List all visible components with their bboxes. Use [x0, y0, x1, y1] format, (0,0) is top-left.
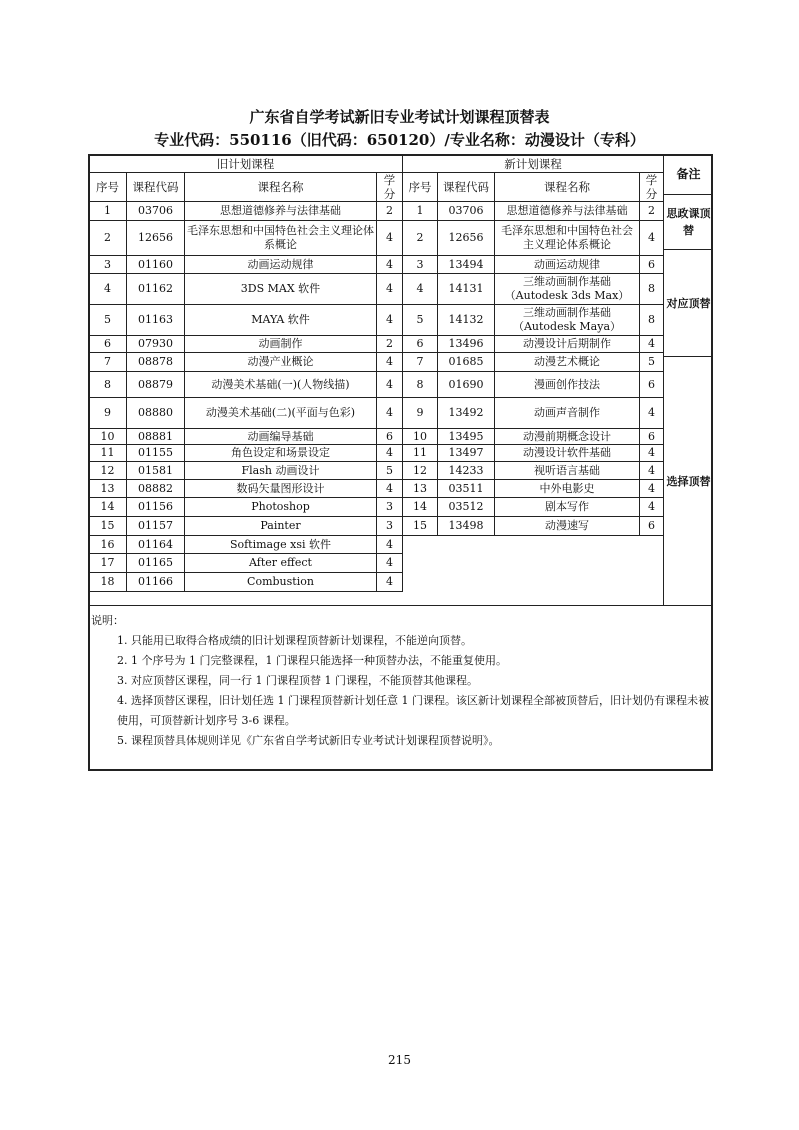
new-plan-header: 新计划课程 [403, 155, 664, 173]
old-name-cell: Photoshop [185, 498, 377, 517]
empty-area [403, 536, 664, 592]
old-code-cell: 08879 [127, 372, 185, 398]
remarks-header: 备注 [663, 154, 713, 194]
replacement-table [88, 154, 664, 592]
table-row [89, 372, 664, 398]
new-name-header: 课程名称 [495, 173, 640, 202]
table-row [89, 517, 664, 536]
old-code-cell: 01155 [127, 445, 185, 462]
old-name-cell: After effect [185, 554, 377, 573]
new-code-cell: 01690 [438, 372, 495, 398]
new-credit-cell: 6 [640, 256, 664, 274]
old-credit-cell: 4 [377, 573, 403, 592]
old-code-cell: 08878 [127, 353, 185, 372]
note-item: 4. 选择顶替区课程，旧计划任选 1 门课程顶替新计划任意 1 门课程。该区新计划课程全部被顶替后，旧计划仍有课程未被使用，可顶替新计划序号 3-6 课程。 [117, 694, 709, 727]
old-credit-cell: 3 [377, 517, 403, 536]
old-seq-cell: 13 [89, 480, 127, 498]
new-code-cell: 01685 [438, 353, 495, 372]
table-row [89, 336, 664, 353]
notes-divider [88, 605, 713, 606]
new-name-cell: 动漫前期概念设计 [495, 429, 640, 445]
old-code-cell: 01165 [127, 554, 185, 573]
table-row [89, 445, 664, 462]
table-row [89, 498, 664, 517]
old-seq-cell: 3 [89, 256, 127, 274]
new-credit-cell: 4 [640, 398, 664, 429]
new-credit-cell: 8 [640, 274, 664, 305]
new-seq-cell: 14 [403, 498, 438, 517]
new-credit-cell: 4 [640, 462, 664, 480]
new-seq-cell: 8 [403, 372, 438, 398]
new-code-cell: 14233 [438, 462, 495, 480]
old-code-cell: 08880 [127, 398, 185, 429]
old-name-cell: Flash 动画设计 [185, 462, 377, 480]
old-seq-cell: 16 [89, 536, 127, 554]
table-row [89, 221, 664, 256]
old-code-cell: 01164 [127, 536, 185, 554]
new-code-cell: 14131 [438, 274, 495, 305]
table-row [89, 462, 664, 480]
old-name-cell: 思想道德修养与法律基础 [185, 202, 377, 221]
new-credit-cell: 4 [640, 480, 664, 498]
new-name-cell: 三维动画制作基础（Autodesk Maya） [495, 305, 640, 336]
new-seq-cell: 4 [403, 274, 438, 305]
old-code-cell: 03706 [127, 202, 185, 221]
old-name-cell: MAYA 软件 [185, 305, 377, 336]
old-name-cell: 动画运动规律 [185, 256, 377, 274]
old-name-cell: 动画制作 [185, 336, 377, 353]
new-seq-cell: 1 [403, 202, 438, 221]
table-row [89, 202, 664, 221]
new-name-cell: 漫画创作技法 [495, 372, 640, 398]
new-name-cell: 动画运动规律 [495, 256, 640, 274]
notes-heading: 说明： [91, 614, 124, 627]
new-credit-cell: 6 [640, 517, 664, 536]
old-code-cell: 12656 [127, 221, 185, 256]
old-seq-cell: 12 [89, 462, 127, 480]
old-name-cell: Softimage xsi 软件 [185, 536, 377, 554]
old-code-cell: 01581 [127, 462, 185, 480]
table-row [89, 480, 664, 498]
old-credit-cell: 4 [377, 480, 403, 498]
new-name-cell: 动漫设计软件基础 [495, 445, 640, 462]
page-subtitle: 专业代码：550116（旧代码：650120）/专业名称：动漫设计（专科） [154, 131, 645, 149]
old-credit-cell: 4 [377, 305, 403, 336]
old-seq-cell: 15 [89, 517, 127, 536]
old-seq-cell: 6 [89, 336, 127, 353]
table-row [89, 305, 664, 336]
old-seq-cell: 8 [89, 372, 127, 398]
old-credit-header: 学分 [377, 173, 403, 202]
new-seq-cell: 6 [403, 336, 438, 353]
note-item: 1. 只能用已取得合格成绩的旧计划课程顶替新计划课程，不能逆向顶替。 [117, 634, 472, 647]
old-code-cell: 01156 [127, 498, 185, 517]
new-name-cell: 视听语言基础 [495, 462, 640, 480]
new-code-cell: 12656 [438, 221, 495, 256]
new-code-header: 课程代码 [438, 173, 495, 202]
new-credit-cell: 4 [640, 498, 664, 517]
table-row [89, 429, 664, 445]
old-name-cell: 动漫美术基础(二)(平面与色彩) [185, 398, 377, 429]
new-credit-cell: 5 [640, 353, 664, 372]
header-row-columns [89, 173, 664, 202]
new-credit-cell: 6 [640, 372, 664, 398]
old-credit-cell: 4 [377, 445, 403, 462]
page-title: 广东省自学考试新旧专业考试计划课程顶替表 [249, 108, 550, 126]
table-row [89, 353, 664, 372]
old-seq-cell: 1 [89, 202, 127, 221]
old-credit-cell: 4 [377, 554, 403, 573]
old-credit-cell: 4 [377, 256, 403, 274]
new-name-cell: 三维动画制作基础（Autodesk 3ds Max） [495, 274, 640, 305]
new-seq-cell: 5 [403, 305, 438, 336]
new-code-cell: 13492 [438, 398, 495, 429]
note-item: 3. 对应顶替区课程，同一行 1 门课程顶替 1 门课程，不能顶替其他课程。 [117, 674, 478, 687]
page-number: 215 [388, 1053, 411, 1067]
new-code-cell: 03512 [438, 498, 495, 517]
old-plan-header: 旧计划课程 [89, 155, 403, 173]
old-code-cell: 01162 [127, 274, 185, 305]
new-seq-cell: 7 [403, 353, 438, 372]
old-seq-cell: 5 [89, 305, 127, 336]
new-name-cell: 思想道德修养与法律基础 [495, 202, 640, 221]
old-seq-cell: 18 [89, 573, 127, 592]
old-code-cell: 08881 [127, 429, 185, 445]
old-name-cell: Painter [185, 517, 377, 536]
new-credit-cell: 4 [640, 445, 664, 462]
old-name-cell: 动漫美术基础(一)(人物线描) [185, 372, 377, 398]
old-credit-cell: 2 [377, 336, 403, 353]
old-seq-header: 序号 [89, 173, 127, 202]
old-credit-cell: 5 [377, 462, 403, 480]
new-code-cell: 13496 [438, 336, 495, 353]
new-credit-cell: 6 [640, 429, 664, 445]
new-code-cell: 13494 [438, 256, 495, 274]
new-name-cell: 毛泽东思想和中国特色社会主义理论体系概论 [495, 221, 640, 256]
table-row [89, 398, 664, 429]
old-name-cell: 角色设定和场景设定 [185, 445, 377, 462]
old-credit-cell: 2 [377, 202, 403, 221]
new-credit-header: 学分 [640, 173, 664, 202]
new-seq-cell: 15 [403, 517, 438, 536]
remark-ideology: 思政课顶替 [663, 194, 713, 249]
table-row [89, 274, 664, 305]
old-code-cell: 08882 [127, 480, 185, 498]
old-credit-cell: 4 [377, 536, 403, 554]
new-name-cell: 动画声音制作 [495, 398, 640, 429]
new-name-cell: 动漫速写 [495, 517, 640, 536]
new-credit-cell: 4 [640, 221, 664, 256]
table-row [89, 536, 664, 554]
old-credit-cell: 4 [377, 353, 403, 372]
old-credit-cell: 4 [377, 398, 403, 429]
old-credit-cell: 4 [377, 372, 403, 398]
old-seq-cell: 14 [89, 498, 127, 517]
new-seq-cell: 12 [403, 462, 438, 480]
old-name-cell: 3DS MAX 软件 [185, 274, 377, 305]
old-code-header: 课程代码 [127, 173, 185, 202]
old-credit-cell: 3 [377, 498, 403, 517]
new-seq-cell: 11 [403, 445, 438, 462]
remark-corresponding: 对应顶替 [663, 249, 713, 356]
old-seq-cell: 10 [89, 429, 127, 445]
new-name-cell: 动漫设计后期制作 [495, 336, 640, 353]
old-name-cell: 毛泽东思想和中国特色社会主义理论体系概论 [185, 221, 377, 256]
old-credit-cell: 4 [377, 274, 403, 305]
old-seq-cell: 9 [89, 398, 127, 429]
new-credit-cell: 2 [640, 202, 664, 221]
new-seq-cell: 10 [403, 429, 438, 445]
old-seq-cell: 17 [89, 554, 127, 573]
note-item: 2. 1 个序号为 1 门完整课程，1 门课程只能选择一种顶替办法，不能重复使用。 [117, 654, 507, 667]
new-code-cell: 14132 [438, 305, 495, 336]
old-name-cell: 动漫产业概论 [185, 353, 377, 372]
old-code-cell: 01166 [127, 573, 185, 592]
old-code-cell: 01160 [127, 256, 185, 274]
new-name-cell: 中外电影史 [495, 480, 640, 498]
old-code-cell: 01157 [127, 517, 185, 536]
old-seq-cell: 4 [89, 274, 127, 305]
new-seq-cell: 9 [403, 398, 438, 429]
new-credit-cell: 8 [640, 305, 664, 336]
new-name-cell: 动漫艺术概论 [495, 353, 640, 372]
new-code-cell: 03706 [438, 202, 495, 221]
new-code-cell: 13497 [438, 445, 495, 462]
new-code-cell: 13495 [438, 429, 495, 445]
header-row-groups [89, 155, 664, 173]
old-credit-cell: 4 [377, 221, 403, 256]
old-seq-cell: 7 [89, 353, 127, 372]
remark-selective: 选择顶替 [663, 356, 713, 606]
old-name-cell: Combustion [185, 573, 377, 592]
old-code-cell: 07930 [127, 336, 185, 353]
new-code-cell: 13498 [438, 517, 495, 536]
new-seq-header: 序号 [403, 173, 438, 202]
table-row [89, 256, 664, 274]
new-name-cell: 剧本写作 [495, 498, 640, 517]
new-seq-cell: 13 [403, 480, 438, 498]
new-seq-cell: 3 [403, 256, 438, 274]
old-seq-cell: 11 [89, 445, 127, 462]
old-name-header: 课程名称 [185, 173, 377, 202]
old-name-cell: 数码矢量图形设计 [185, 480, 377, 498]
note-item: 5. 课程顶替具体规则详见《广东省自学考试新旧专业考试计划课程顶替说明》。 [117, 734, 500, 747]
old-code-cell: 01163 [127, 305, 185, 336]
new-code-cell: 03511 [438, 480, 495, 498]
new-seq-cell: 2 [403, 221, 438, 256]
old-name-cell: 动画编导基础 [185, 429, 377, 445]
old-seq-cell: 2 [89, 221, 127, 256]
new-credit-cell: 4 [640, 336, 664, 353]
notes-section [91, 611, 711, 751]
old-credit-cell: 6 [377, 429, 403, 445]
